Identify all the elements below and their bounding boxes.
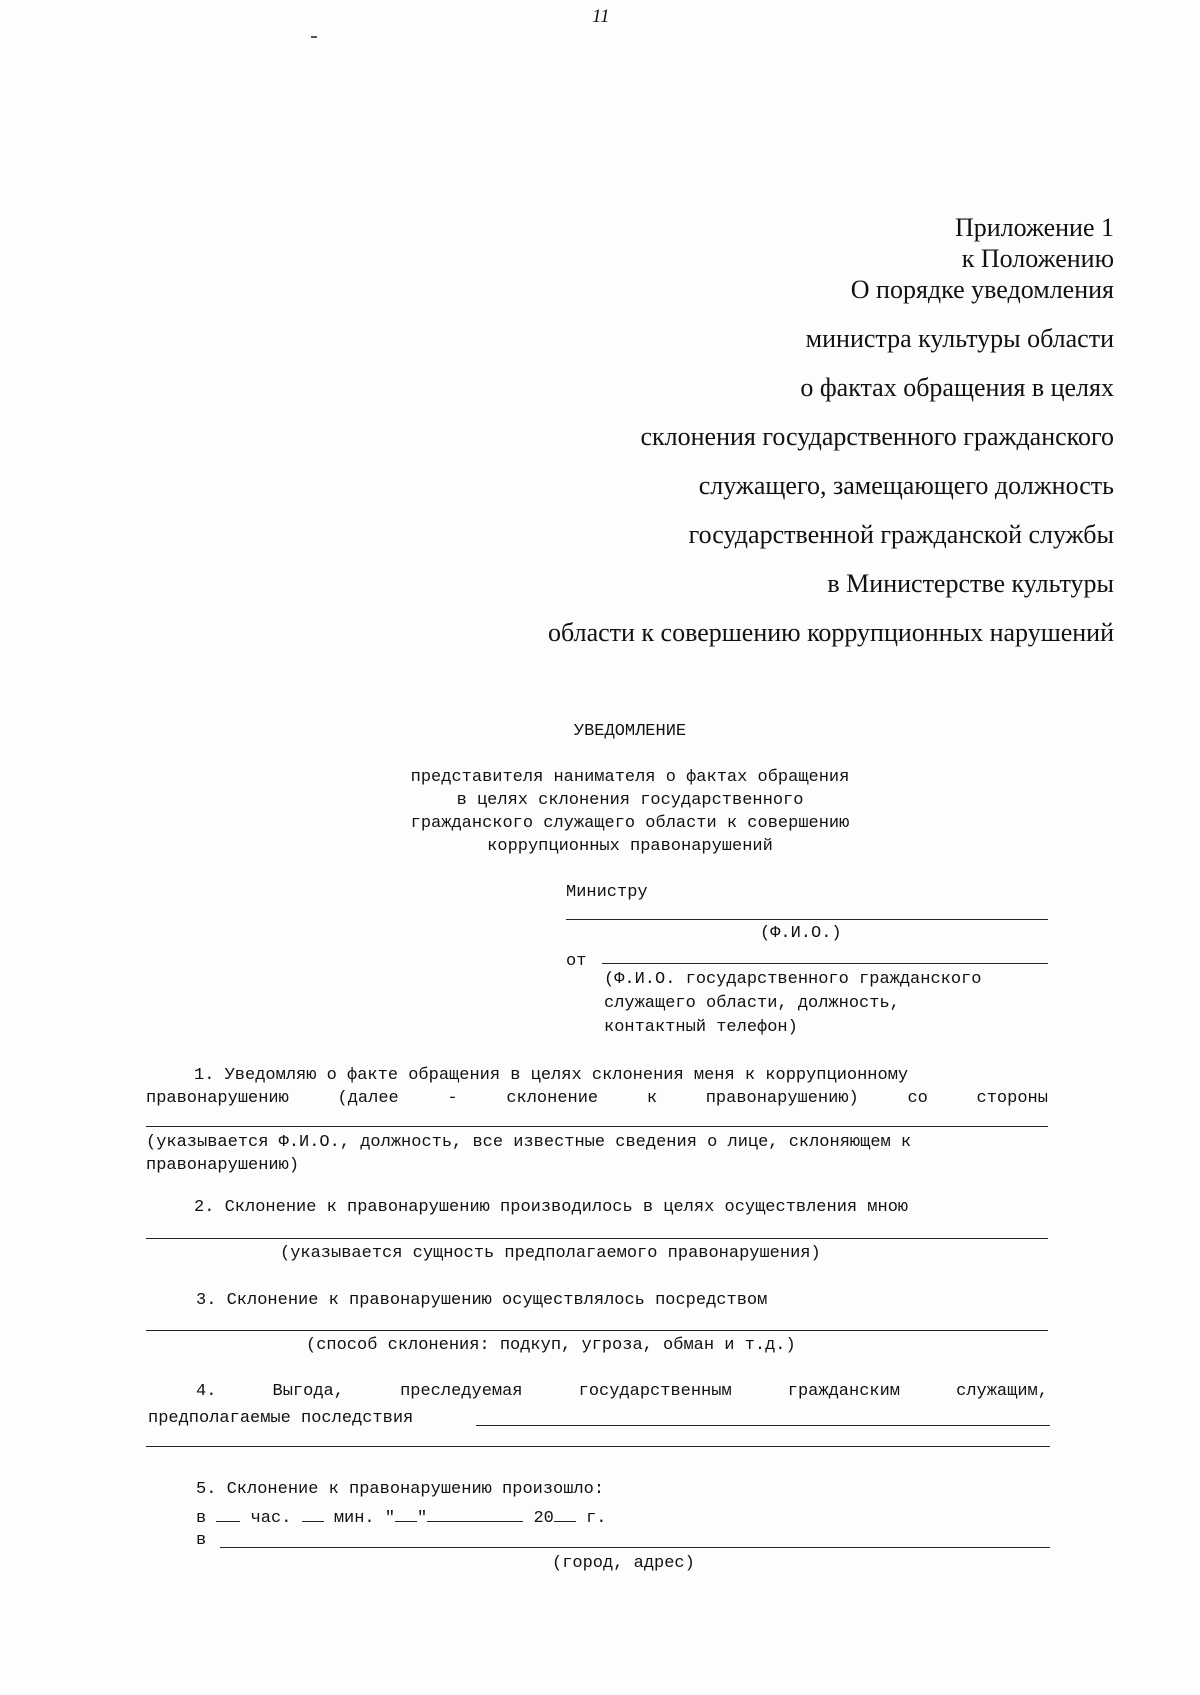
place-in-label: в — [196, 1531, 207, 1550]
fio-caption: (Ф.И.О.) — [760, 924, 842, 943]
appendix-header — [414, 212, 1114, 648]
from-caption — [604, 968, 981, 1040]
appendix-line: служащего, замещающего должность — [698, 471, 1114, 500]
item1-caption-line: (указывается Ф.И.О., должность, все известные сведения о лице, склоняющем к — [146, 1133, 912, 1152]
appendix-line: склонения государственного гражданского — [640, 422, 1114, 451]
page-number: 11 — [592, 6, 610, 27]
item5-time-row — [196, 1505, 606, 1528]
item4-fill-line-2 — [146, 1446, 1050, 1447]
addressee-fio-line — [566, 919, 1048, 920]
appendix-line: к Положению — [961, 244, 1114, 273]
quote-open: " — [384, 1509, 396, 1528]
appendix-line: в Министерстве культуры — [827, 569, 1114, 598]
item1-caption-line: правонарушению) — [146, 1156, 300, 1175]
appendix-line: О порядке уведомления — [850, 275, 1114, 304]
item4-word: гражданским — [787, 1382, 900, 1401]
item4-word: 4. — [196, 1382, 217, 1401]
appendix-line: о фактах обращения в целях — [800, 373, 1114, 402]
item3-fill-line — [146, 1330, 1048, 1331]
item3-caption: (способ склонения: подкуп, угроза, обман и т.д.) — [306, 1336, 796, 1355]
from-caption-line: служащего области, должность, — [604, 994, 900, 1013]
time-in-label: в — [196, 1509, 207, 1528]
appendix-line: государственной гражданской службы — [688, 520, 1114, 549]
subtitle-line: представителя нанимателя о фактах обращения — [410, 768, 850, 787]
item4-line1 — [196, 1382, 1048, 1401]
item3-line1: 3. Склонение к правонарушению осуществлялось посредством — [196, 1291, 768, 1310]
hours-blank — [216, 1505, 240, 1522]
item2-line1: 2. Склонение к правонарушению производилось в целях осуществления мною — [194, 1198, 909, 1217]
appendix-line: области к совершению коррупционных нарушений — [548, 618, 1114, 647]
place-fill-line — [220, 1547, 1050, 1548]
to-label: Министру — [566, 883, 648, 902]
appendix-line: Приложение 1 — [954, 213, 1114, 242]
from-label: от — [566, 952, 587, 971]
place-caption: (город, адрес) — [552, 1554, 695, 1573]
year-suffix: г. — [586, 1509, 607, 1528]
item1-word: склонение — [506, 1089, 599, 1108]
scan-speck — [311, 36, 317, 38]
item1-word: (далее — [337, 1089, 399, 1108]
appendix-line: министра культуры области — [805, 324, 1114, 353]
item5-line1: 5. Склонение к правонарушению произошло: — [196, 1480, 605, 1499]
from-caption-line: (Ф.И.О. государственного гражданского — [604, 970, 982, 989]
item1-word: стороны — [976, 1089, 1048, 1108]
item1-word: правонарушению) — [705, 1089, 859, 1108]
day-blank — [395, 1505, 417, 1522]
item1-fill-line — [146, 1126, 1048, 1127]
item1-line1: 1. Уведомляю о факте обращения в целях склонения меня к коррупционному — [194, 1066, 909, 1085]
from-caption-line: контактный телефон) — [604, 1018, 798, 1037]
hours-label: час. — [250, 1509, 292, 1528]
item2-fill-line — [146, 1238, 1048, 1239]
item4-word: служащим, — [956, 1382, 1048, 1401]
item1-word: к — [646, 1089, 658, 1108]
subtitle-line: в целях склонения государственного — [456, 791, 804, 810]
item4-word: Выгода, — [272, 1382, 344, 1401]
item1-word: со — [907, 1089, 928, 1108]
item1-word: - — [447, 1089, 458, 1108]
year-prefix: 20 — [533, 1509, 554, 1528]
item4-line2: предполагаемые последствия — [148, 1409, 414, 1428]
notice-title: УВЕДОМЛЕНИЕ — [573, 722, 687, 741]
notice-subtitle — [300, 766, 960, 858]
quote-close: " — [417, 1509, 428, 1528]
minutes-label: мин. — [333, 1509, 375, 1528]
subtitle-line: гражданского служащего области к совершению — [410, 814, 850, 833]
item4-word: государственным — [578, 1382, 732, 1401]
item4-fill-line — [476, 1425, 1050, 1426]
item1-caption — [146, 1131, 911, 1177]
subtitle-line: коррупционных правонарушений — [487, 837, 773, 856]
year-blank — [554, 1505, 576, 1522]
item4-word: преследуемая — [400, 1382, 523, 1401]
month-blank — [427, 1505, 523, 1522]
from-fio-line — [602, 963, 1048, 964]
minutes-blank — [302, 1505, 324, 1522]
item1-line2 — [146, 1089, 1048, 1108]
item1-word: правонарушению — [146, 1089, 289, 1108]
item2-caption: (указывается сущность предполагаемого правонарушения) — [280, 1244, 821, 1263]
